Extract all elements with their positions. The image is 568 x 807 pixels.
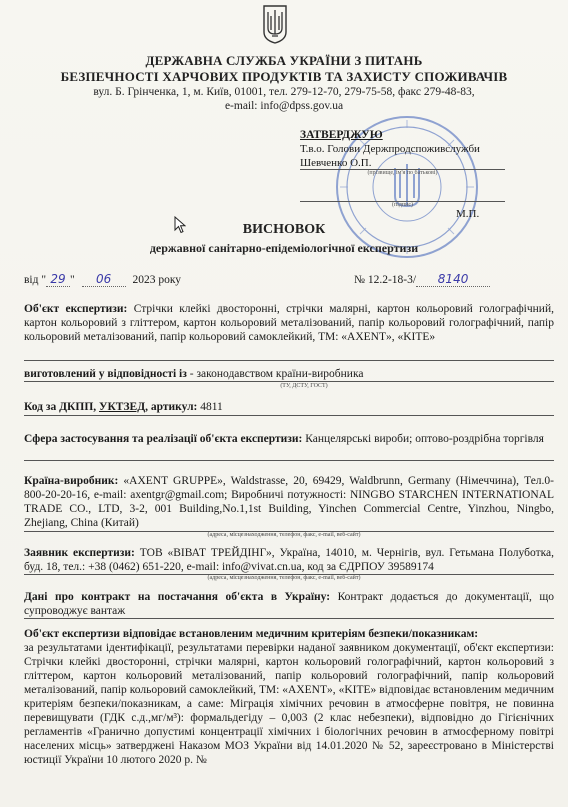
org-email: e-mail: info@dpss.gov.ua bbox=[224, 100, 344, 112]
divider bbox=[24, 360, 554, 361]
divider bbox=[24, 415, 554, 416]
org-title-line-1: ДЕРЖАВНА СЛУЖБА УКРАЇНИ З ПИТАНЬ bbox=[145, 53, 423, 68]
approval-name-caption: (прізвище, ім'я по батькові) bbox=[367, 170, 438, 176]
approval-position: Т.в.о. Голови Держпродспоживслужби bbox=[300, 143, 480, 155]
approval-name: Шевченко О.П. bbox=[300, 156, 505, 170]
approval-sign-caption: (підпис) bbox=[391, 202, 413, 208]
section-criteria: Об'єкт експертизи відповідає встановленим медичним критеріям безпеки/показникам: за результатами ідентифікації, результатами перевірки наданої заявником документації, об'єкт експертизи: Стрічки клейкі двосторонні, стрічки малярні, картон кольоровий голографічний, картон кольоровий з гліттером, картон кольоровий металізований, папір кольоровий голографічний, папір кольоровий металізований, папір кольоровий самоклейкий, ТМ: «AXENT», «KITE» відповідає встановленим медичним критеріям безпеки/показникам, а саме: Міграція хімічних речовин в атмосферне повітря, не повинна перевищувати (ГДК с.д.,мг/м³): формальдегіду – 0,003 (2 клас небезпеки), відповідно до Гігієнічних регламентів «Гранично допустимі концентрації хімічних і біологічних речовин в атмосферному повітрі населених місць» затверджені Наказом МОЗ України від 14.01.2020 № 52, зареєстровано в Міністерстві юстиції України 10 лютого 2020 р. № bbox=[24, 628, 554, 766]
divider bbox=[24, 381, 554, 382]
approval-signature-line bbox=[300, 180, 505, 202]
org-title-line-2: БЕЗПЕЧНОСТІ ХАРЧОВИХ ПРОДУКТІВ ТА ЗАХИСТУ СПОЖИВАЧІВ bbox=[60, 69, 508, 84]
section-code: Код за ДКПП, УКТЗЕД, артикул: 4811 bbox=[24, 401, 223, 413]
made-caption: (ТУ, ДСТУ, ГОСТ) bbox=[280, 383, 328, 389]
document-title: ВИСНОВОК bbox=[242, 222, 326, 237]
divider bbox=[24, 460, 554, 461]
section-country: Країна-виробник: «AXENT GRUPPE», Waldstrasse, 20, 69429, Waldbrunn, Germany (Німеччина), Тел.0-800-20-20-16, e-mail: axentgr@gmail.com; Виробничі потужності: NINGBO STARCHEN INTERNATIONAL TRADE CO., LTD, 3-2, 001 Building,No.1,1st Building, Yinchen Commercial Centre, Yinzhou, Ningbo, Zhejiang, China (Китай) bbox=[24, 475, 554, 529]
section-contract: Дані про контракт на постачання об'єкта в Україну: Контракт додається до документації, що супроводжує вантаж bbox=[24, 591, 554, 617]
applicant-caption: (адреса, місцезнаходження, телефон, факс, e-mail, веб-сайт) bbox=[207, 575, 361, 581]
approval-title: ЗАТВЕРДЖУЮ bbox=[300, 129, 383, 141]
section-applicant: Заявник експертизи: ТОВ «ВІВАТ ТРЕЙДІНГ», Україна, 14010, м. Чернігів, вул. Гетьмана Полуботка, буд. 18, тел.: +38 (0462) 651-220, e-mail: info@vivat.cn.ua, код за ЄДРПОУ 39589174 bbox=[24, 547, 554, 573]
trident-emblem-icon bbox=[262, 4, 288, 44]
divider bbox=[24, 618, 554, 619]
section-made-according: виготовлений у відповідності із - законодавством країни-виробника bbox=[24, 368, 364, 380]
document-date: від " 29 " 06 2023 року bbox=[24, 272, 182, 286]
org-address: вул. Б. Грінченка, 1, м. Київ, 01001, тел. 279-12-70, 279-75-58, факс 279-48-83, bbox=[93, 86, 475, 98]
country-caption: (адреса, місцезнаходження, телефон, факс, e-mail, веб-сайт) bbox=[207, 532, 361, 538]
stamp-label: М.П. bbox=[456, 208, 480, 220]
document-number-handwritten: 8140 bbox=[416, 272, 490, 287]
section-scope: Сфера застосування та реалізації об'єкта експертизи: Канцелярські вироби; оптово-роздрібна торгівля bbox=[24, 433, 544, 445]
approval-block bbox=[300, 128, 530, 208]
section-object: Об'єкт експертизи: Стрічки клейкі двосторонні, стрічки малярні, картон кольоровий голографічний, картон кольоровий з гліттером, картон кольоровий металізований, папір кольоровий голографічний, папір кольоровий металізований, папір кольоровий самоклейкий, ТМ: «AXENT», «KITE» bbox=[24, 303, 554, 343]
document-number: № 12.2-18-3/ 8140 bbox=[354, 272, 490, 287]
date-day: 29 bbox=[46, 272, 70, 287]
document-subtitle: державної санітарно-епідеміологічної експертизи bbox=[149, 241, 419, 255]
date-month: 06 bbox=[82, 272, 126, 287]
